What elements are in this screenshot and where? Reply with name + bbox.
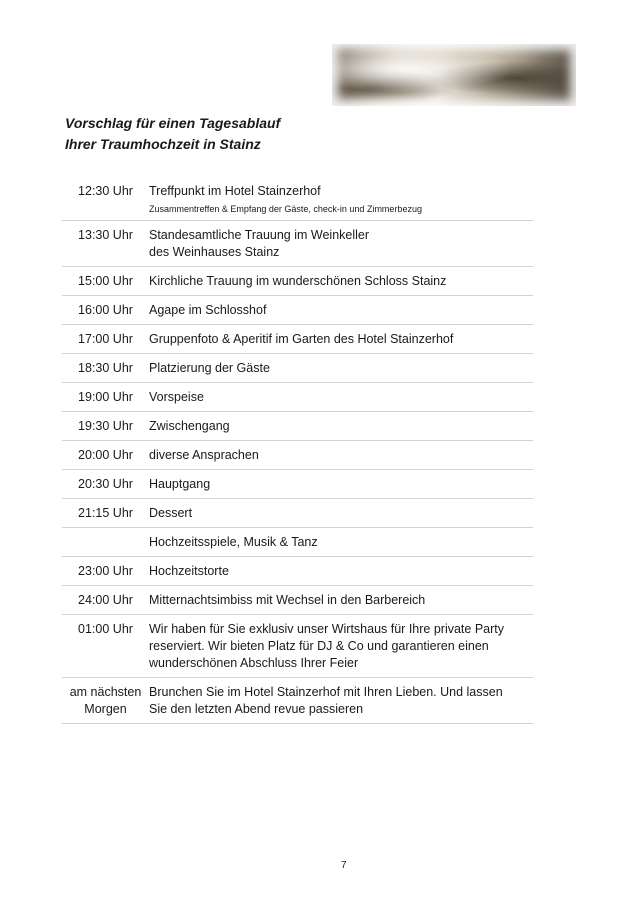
schedule-time: 19:00 Uhr <box>62 383 149 412</box>
schedule-time: 23:00 Uhr <box>62 557 149 586</box>
schedule-row <box>62 296 533 325</box>
schedule-row <box>62 441 533 470</box>
schedule-event-text: Agape im Schlosshof <box>149 303 267 317</box>
schedule-event <box>149 586 533 615</box>
schedule-time: 18:30 Uhr <box>62 354 149 383</box>
schedule-time: 19:30 Uhr <box>62 412 149 441</box>
schedule-event-text: Mitternachtsimbiss mit Wechsel in den Barbereich <box>149 593 426 607</box>
schedule-row <box>62 267 533 296</box>
schedule-event <box>149 441 533 470</box>
page-heading <box>65 113 280 155</box>
schedule-event-text: Zwischengang <box>149 419 230 433</box>
schedule-time: 01:00 Uhr <box>62 615 149 678</box>
schedule-time: 20:30 Uhr <box>62 470 149 499</box>
schedule-time: 17:00 Uhr <box>62 325 149 354</box>
schedule-time: 21:15 Uhr <box>62 499 149 528</box>
schedule-row <box>62 499 533 528</box>
schedule-row <box>62 383 533 412</box>
schedule-event-text: Platzierung der Gäste <box>149 361 270 375</box>
schedule-row <box>62 678 533 724</box>
schedule-event <box>149 383 533 412</box>
page-number: 7 <box>341 860 347 871</box>
schedule-event-text: Treffpunkt im Hotel Stainzerhof <box>149 184 321 198</box>
schedule-row <box>62 412 533 441</box>
schedule-event-text: Kirchliche Trauung im wunderschönen Schloss Stainz <box>149 274 447 288</box>
schedule-time: 20:00 Uhr <box>62 441 149 470</box>
schedule-time: am nächsten Morgen <box>62 678 149 724</box>
schedule-event <box>149 267 533 296</box>
schedule-row <box>62 586 533 615</box>
schedule-row <box>62 557 533 586</box>
schedule-event-text: Standesamtliche Trauung im Weinkeller des Weinhauses Stainz <box>149 228 370 259</box>
schedule-time <box>62 528 149 557</box>
schedule-time: 24:00 Uhr <box>62 586 149 615</box>
schedule-row <box>62 528 533 557</box>
schedule-event-text: Wir haben für Sie exklusiv unser Wirtshaus für Ihre private Party reserviert. Wir bieten Platz für DJ & Co und garantieren einen wunderschönen Abschluss Ihrer Feier <box>149 622 504 670</box>
schedule-event <box>149 499 533 528</box>
header-decorative-image <box>332 44 576 106</box>
schedule-event <box>149 470 533 499</box>
schedule-table <box>62 177 533 724</box>
schedule-event-text: Hauptgang <box>149 477 211 491</box>
schedule-event-subtext: Zusammentreffen & Empfang der Gäste, check-in und Zimmerbezug <box>149 204 422 214</box>
schedule-event-text: diverse Ansprachen <box>149 448 259 462</box>
schedule-time: 13:30 Uhr <box>62 221 149 267</box>
schedule-event <box>149 177 533 221</box>
heading-line-1: Vorschlag für einen Tagesablauf <box>65 115 281 131</box>
schedule-time: 16:00 Uhr <box>62 296 149 325</box>
schedule-row <box>62 615 533 678</box>
schedule-row <box>62 325 533 354</box>
schedule-event-text: Brunchen Sie im Hotel Stainzerhof mit Ihren Lieben. Und lassen Sie den letzten Abend revue passieren <box>149 685 503 716</box>
schedule-time: 15:00 Uhr <box>62 267 149 296</box>
schedule-event <box>149 528 533 557</box>
schedule-row <box>62 470 533 499</box>
schedule-row <box>62 177 533 221</box>
schedule-event-text: Gruppenfoto & Aperitif im Garten des Hotel Stainzerhof <box>149 332 454 346</box>
schedule-event-text: Hochzeitsspiele, Musik & Tanz <box>149 535 318 549</box>
schedule-event <box>149 221 533 267</box>
schedule-row <box>62 221 533 267</box>
schedule-event <box>149 354 533 383</box>
schedule-row <box>62 354 533 383</box>
schedule-event <box>149 615 533 678</box>
schedule-event <box>149 678 533 724</box>
schedule-event <box>149 296 533 325</box>
schedule-event-text: Vorspeise <box>149 390 204 404</box>
heading-line-2: Ihrer Traumhochzeit in Stainz <box>65 136 261 152</box>
schedule-event <box>149 557 533 586</box>
schedule-event-text: Dessert <box>149 506 193 520</box>
schedule-event <box>149 412 533 441</box>
schedule-event-text: Hochzeitstorte <box>149 564 229 578</box>
schedule-time: 12:30 Uhr <box>62 177 149 221</box>
schedule-event <box>149 325 533 354</box>
